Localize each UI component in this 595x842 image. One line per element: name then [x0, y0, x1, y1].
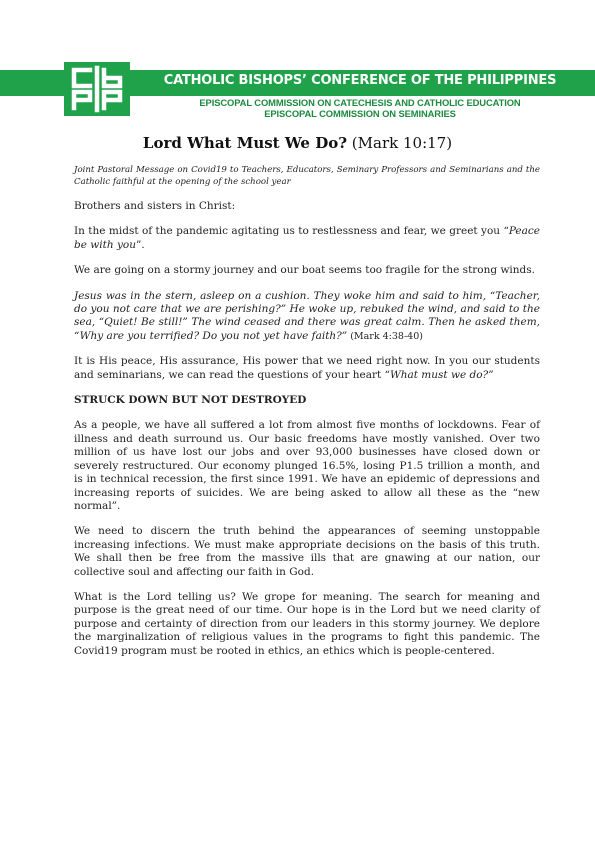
commission-catechesis: EPISCOPAL COMMISSION ON CATECHESIS AND CATHOLIC EDUCATION [199, 97, 521, 108]
paragraph-4-text: It is His peace, His assurance, His power that we need right now. In you our students and seminarians, we can read the questions of your heart “ [74, 355, 540, 381]
document-title-main: Lord What Must We Do? [142, 134, 348, 152]
paragraph-1-italic: Peace be with you [74, 225, 540, 251]
document-title [0, 134, 595, 152]
paragraph-6: We need to discern the truth behind the appearances of seeming unstoppable increasing infections. We must make appropriate decisions on the basis of this truth. We shall then be free from the massive ills that are gnawing at our nation, our collective soul and affecting our faith in God. [74, 525, 540, 578]
paragraph-5: As a people, we have all suffered a lot from almost five months of lockdowns. Fear of illness and death surround us. Our basic freedoms have mostly vanished. Over two million of us have lost our jobs and over 93,000 businesses have closed down or severely restructured. Our economy plunged 16.5%, losing P1.5 trillion a month, and is in technical recession, the first since 1991. We have an epidemic of depressions and increasing reports of suicides. We are being asked to allow all these as the “new normal”. [74, 419, 540, 512]
document-title-reference: (Mark 10:17) [351, 134, 453, 152]
paragraph-4-end: ” [488, 368, 494, 381]
commission-seminaries: EPISCOPAL COMMISSION ON SEMINARIES [264, 108, 456, 119]
cbcp-logo-icon [64, 62, 130, 116]
scripture-quote-text: Jesus was in the stern, asleep on a cushion. They woke him and said to him, “Teacher, do you not care that we are perishing?” He woke up, rebuked the wind, and said to the sea, “Quiet! Be still!” The wind ceased and there was great calm. Then he asked them, “Why are you terrified? Do you not yet have faith?” [74, 289, 540, 342]
paragraph-7: What is the Lord telling us? We grope for meaning. The search for meaning and purpose is the great need of our time. Our hope is in the Lord but we need clarity of purpose and certainty of direction from our leaders in this stormy journey. We deplore the marginalization of religious values in the programs to fight this pandemic. The Covid19 program must be rooted in ethics, an ethics which is people-centered. [74, 590, 540, 657]
scripture-quote [74, 290, 540, 344]
section-heading: STRUCK DOWN BUT NOT DESTROYED [74, 394, 307, 407]
document-body [74, 165, 540, 658]
paragraph-4-italic: What must we do? [389, 368, 489, 381]
scripture-reference: (Mark 4:38-40) [347, 330, 423, 342]
paragraph-1-end: ”. [135, 238, 145, 251]
paragraph-1-text: In the midst of the pandemic agitating us to restlessness and fear, we greet you “ [74, 225, 509, 238]
paragraph-4 [74, 355, 540, 382]
document-subtitle: Joint Pastoral Message on Covid19 to Teachers, Educators, Seminary Professors and Seminarians and the Catholic faithful at the opening of the school year [74, 165, 540, 187]
greeting: Brothers and sisters in Christ: [74, 200, 236, 212]
organization-title: CATHOLIC BISHOPS’ CONFERENCE OF THE PHILIPPINES [163, 73, 557, 88]
paragraph-2: We are going on a stormy journey and our boat seems too fragile for the strong winds. [74, 264, 536, 277]
paragraph-1 [74, 225, 540, 252]
